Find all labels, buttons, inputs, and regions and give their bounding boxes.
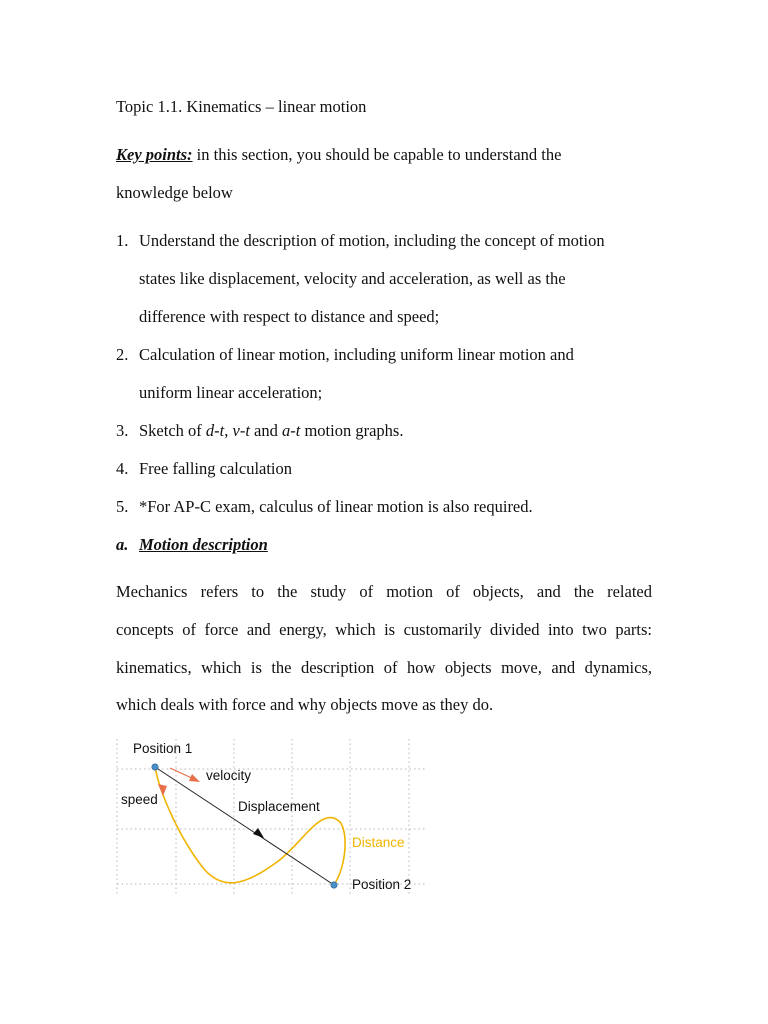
list-item-3-text: motion graphs. xyxy=(300,421,404,440)
position-1-label: Position 1 xyxy=(133,741,193,756)
displacement-label: Displacement xyxy=(238,799,320,814)
list-item-2-line-2: uniform linear acceleration; xyxy=(139,383,323,402)
list-item-3-text: Sketch of xyxy=(139,421,206,440)
paragraph-line-3: kinematics, which is the description of how objects move, and dynamics, xyxy=(116,658,652,677)
list-number-1: 1. xyxy=(116,231,129,250)
list-item-1-line-3: difference with respect to distance and speed; xyxy=(139,307,440,326)
paragraph-line-1: Mechanics refers to the study of motion of objects, and the related xyxy=(116,582,652,601)
list-number-2: 2. xyxy=(116,345,129,364)
list-number-3: 3. xyxy=(116,421,129,440)
list-item-1-line-2: states like displacement, velocity and acceleration, as well as the xyxy=(139,269,566,288)
list-number-5: 5. xyxy=(116,497,129,516)
list-item-3-text: , xyxy=(224,421,233,440)
list-item-4: Free falling calculation xyxy=(139,459,293,478)
list-item-3 xyxy=(139,421,403,441)
position-2-label: Position 2 xyxy=(352,877,412,892)
section-a-title: Motion description xyxy=(139,535,268,554)
velocity-label: velocity xyxy=(206,768,252,783)
list-item-1-line-1: Understand the description of motion, including the concept of motion xyxy=(139,231,605,250)
grid xyxy=(117,739,427,896)
key-points-label: Key points: xyxy=(116,145,193,164)
key-points-text-1: in this section, you should be capable to understand the xyxy=(192,145,562,164)
velocity-arrowhead xyxy=(189,774,200,782)
paragraph-line-2: concepts of force and energy, which is customarily divided into two parts: xyxy=(116,620,652,639)
list-item-2-line-1: Calculation of linear motion, including uniform linear motion and xyxy=(139,345,574,364)
list-item-3-text: and xyxy=(249,421,282,440)
list-number-4: 4. xyxy=(116,459,129,478)
speed-label: speed xyxy=(121,792,158,807)
list-item-3-at: a-t xyxy=(281,421,301,440)
distance-label: Distance xyxy=(352,835,405,850)
key-points-line-1 xyxy=(116,145,561,165)
position-2-point xyxy=(331,882,337,888)
list-item-5: *For AP-C exam, calculus of linear motion is also required. xyxy=(139,497,533,516)
list-item-3-dt: d-t xyxy=(205,421,225,440)
displacement-line xyxy=(155,767,334,885)
paragraph-line-4: which deals with force and why objects move as they do. xyxy=(116,695,494,714)
distance-path xyxy=(155,767,345,885)
position-1-point xyxy=(152,764,158,770)
speed-arrowhead xyxy=(158,784,167,796)
list-item-3-vt: v-t xyxy=(232,421,250,440)
motion-diagram xyxy=(112,734,432,900)
key-points-line-2: knowledge below xyxy=(116,183,233,202)
section-a-marker: a. xyxy=(116,535,129,554)
topic-title: Topic 1.1. Kinematics – linear motion xyxy=(116,97,367,116)
